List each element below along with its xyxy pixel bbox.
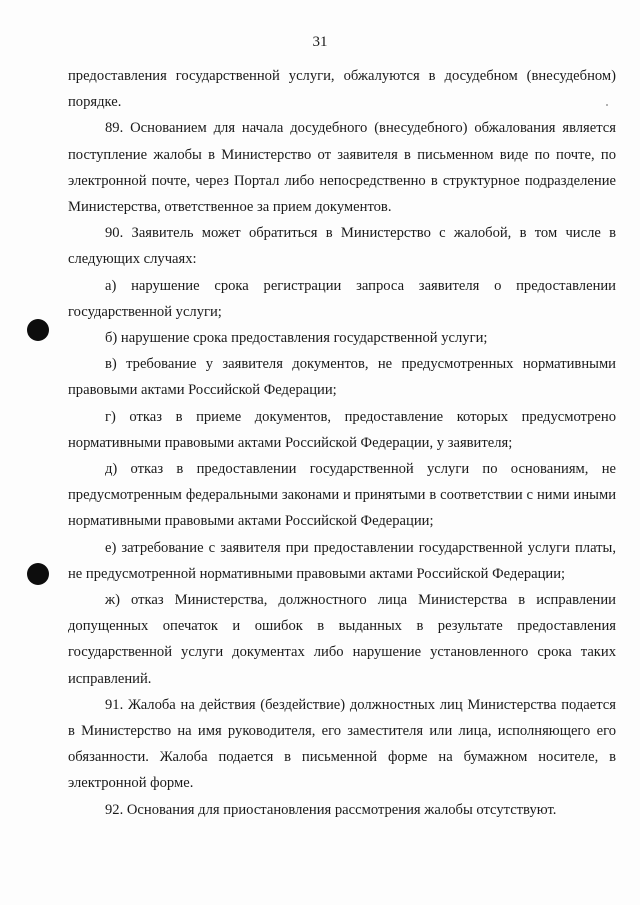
paragraph-91: 91. Жалоба на действия (бездействие) должностных лиц Министерства подается в Министерство на имя руководителя, его заместителя или лица, исполняющего его обязанности. Жалоба подается в письменной форме на бумажном носителе, в электронной форме. bbox=[68, 696, 616, 792]
punch-hole-top bbox=[27, 319, 49, 341]
list-item-v: в) требование у заявителя документов, не предусмотренных нормативными правовыми актами Российской Федерации; bbox=[68, 356, 616, 399]
list-item-b: б) нарушение срока предоставления государственной услуги; bbox=[105, 330, 488, 347]
paragraph-90: 90. Заявитель может обратиться в Министерство с жалобой, в том числе в следующих случаях: bbox=[68, 225, 616, 268]
paragraph-89: 89. Основанием для начала досудебного (внесудебного) обжалования является поступление жалобы в Министерство от заявителя в письменном виде по почте, по электронной почте, через Портал либо непосредственно в структурное подразделение Министерства, ответственное за прием документов. bbox=[68, 120, 616, 216]
list-item-a: а) нарушение срока регистрации запроса заявителя о предоставлении государственной услуги; bbox=[68, 277, 616, 320]
page-number: 31 bbox=[312, 34, 328, 50]
scan-speck bbox=[606, 104, 608, 106]
list-item-e: е) затребование с заявителя при предоставлении государственной услуги платы, не предусмотренной нормативными правовыми актами Российской Федерации; bbox=[68, 539, 616, 582]
list-item-zh: ж) отказ Министерства, должностного лица Министерства в исправлении допущенных опечаток и ошибок в выданных в результате предоставления государственной услуги документах либо нарушение установленного срока таких исправлений. bbox=[68, 592, 616, 687]
paragraph-92: 92. Основания для приостановления рассмотрения жалобы отсутствуют. bbox=[105, 801, 557, 818]
document-body bbox=[68, 63, 616, 823]
paragraph-continuation: предоставления государственной услуги, обжалуются в досудебном (внесудебном) порядке. bbox=[68, 68, 616, 111]
list-item-g: г) отказ в приеме документов, предоставление которых предусмотрено нормативными правовыми актами Российской Федерации, у заявителя; bbox=[68, 408, 616, 451]
punch-hole-bottom bbox=[27, 563, 49, 585]
list-item-d: д) отказ в предоставлении государственной услуги по основаниям, не предусмотренным федеральными законами и принятыми в соответствии с ними иными нормативными правовыми актами Российской Федерации; bbox=[68, 461, 616, 530]
